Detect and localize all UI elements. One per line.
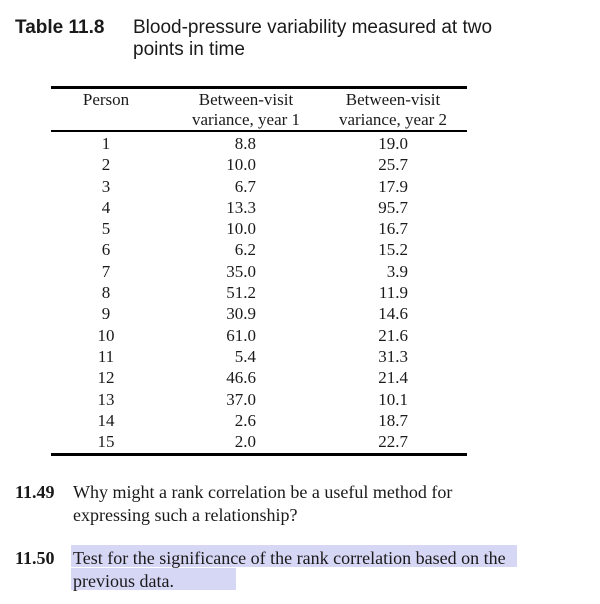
cell-year1: 2.6: [234, 410, 256, 430]
table-row: [51, 176, 467, 197]
cell-year1: 6.7: [234, 176, 256, 196]
problem-text: Test for the significance of the rank correlation based on the previous data.: [73, 548, 506, 591]
cell-person: 4: [101, 197, 111, 217]
cell-year2: 19.0: [378, 134, 408, 153]
cell-year1: 35.0: [226, 261, 256, 281]
table-body: [51, 133, 467, 452]
cell-person: 13: [97, 389, 115, 409]
table-row: [51, 154, 467, 175]
cell-year2: 31.3: [378, 346, 408, 366]
cell-year1: 10.0: [226, 219, 256, 239]
cell-year2: 10.1: [378, 389, 408, 409]
cell-year1: 30.9: [226, 304, 256, 324]
cell-year2: 21.6: [378, 325, 408, 345]
header-year1-line1: Between-visit: [198, 90, 294, 109]
cell-year1: 51.2: [226, 283, 256, 303]
cell-year1: 8.8: [234, 134, 256, 153]
table-row: [51, 389, 467, 410]
header-year2: [323, 90, 463, 130]
table-row: [51, 410, 467, 431]
table-bottom-rule: [51, 453, 467, 456]
cell-year2: 22.7: [378, 432, 408, 452]
cell-person: 2: [101, 155, 111, 175]
table-row: [51, 346, 467, 367]
cell-person: 3: [101, 176, 111, 196]
table-title: Blood-pressure variability measured at two points in time: [133, 17, 493, 60]
cell-year1: 13.3: [226, 197, 256, 217]
header-year2-line2: variance, year 2: [338, 110, 448, 129]
cell-person: 14: [97, 410, 115, 430]
cell-person: 6: [101, 240, 111, 260]
cell-year2: 15.2: [378, 240, 408, 260]
table-row: [51, 197, 467, 218]
table-row: [51, 239, 467, 260]
cell-year2: 14.6: [378, 304, 408, 324]
cell-year2: 11.9: [378, 283, 408, 303]
cell-year1: 10.0: [226, 155, 256, 175]
cell-year2: 17.9: [378, 176, 408, 196]
cell-person: 7: [101, 261, 111, 281]
header-year2-line1: Between-visit: [345, 90, 441, 109]
cell-person: 15: [97, 432, 115, 452]
cell-year2: 21.4: [378, 368, 408, 388]
cell-person: 12: [97, 368, 115, 388]
table-row: [51, 133, 467, 154]
cell-person: 11: [97, 346, 115, 366]
cell-person: 5: [101, 219, 111, 239]
header-year1: [171, 90, 321, 130]
cell-year2: 3.9: [386, 261, 408, 281]
table-row: [51, 431, 467, 452]
cell-year1: 46.6: [226, 368, 256, 388]
problem-number: 11.49: [15, 482, 55, 502]
table-label: Table 11.8: [15, 17, 105, 38]
header-person: Person: [82, 90, 130, 109]
cell-year1: 2.0: [234, 432, 256, 452]
cell-year2: 25.7: [378, 155, 408, 175]
cell-year1: 61.0: [226, 325, 256, 345]
cell-person: 9: [101, 304, 111, 324]
table-row: [51, 218, 467, 239]
table-row: [51, 303, 467, 324]
cell-person: 10: [97, 325, 115, 345]
header-year1-line2: variance, year 1: [191, 110, 301, 129]
cell-person: 1: [101, 134, 111, 153]
table-row: [51, 367, 467, 388]
problem-number: 11.50: [15, 548, 55, 568]
cell-year1: 37.0: [226, 389, 256, 409]
cell-year2: 16.7: [378, 219, 408, 239]
cell-person: 8: [101, 283, 111, 303]
cell-year2: 18.7: [378, 410, 408, 430]
problem-text: Why might a rank correlation be a useful method for expressing such a relationship?: [73, 482, 453, 525]
cell-year2: 95.7: [378, 197, 408, 217]
table-row: [51, 282, 467, 303]
table-row: [51, 261, 467, 282]
table-header: [51, 89, 467, 130]
cell-year1: 6.2: [234, 240, 256, 260]
table-header-rule: [51, 130, 467, 132]
table-row: [51, 325, 467, 346]
cell-year1: 5.4: [234, 346, 256, 366]
